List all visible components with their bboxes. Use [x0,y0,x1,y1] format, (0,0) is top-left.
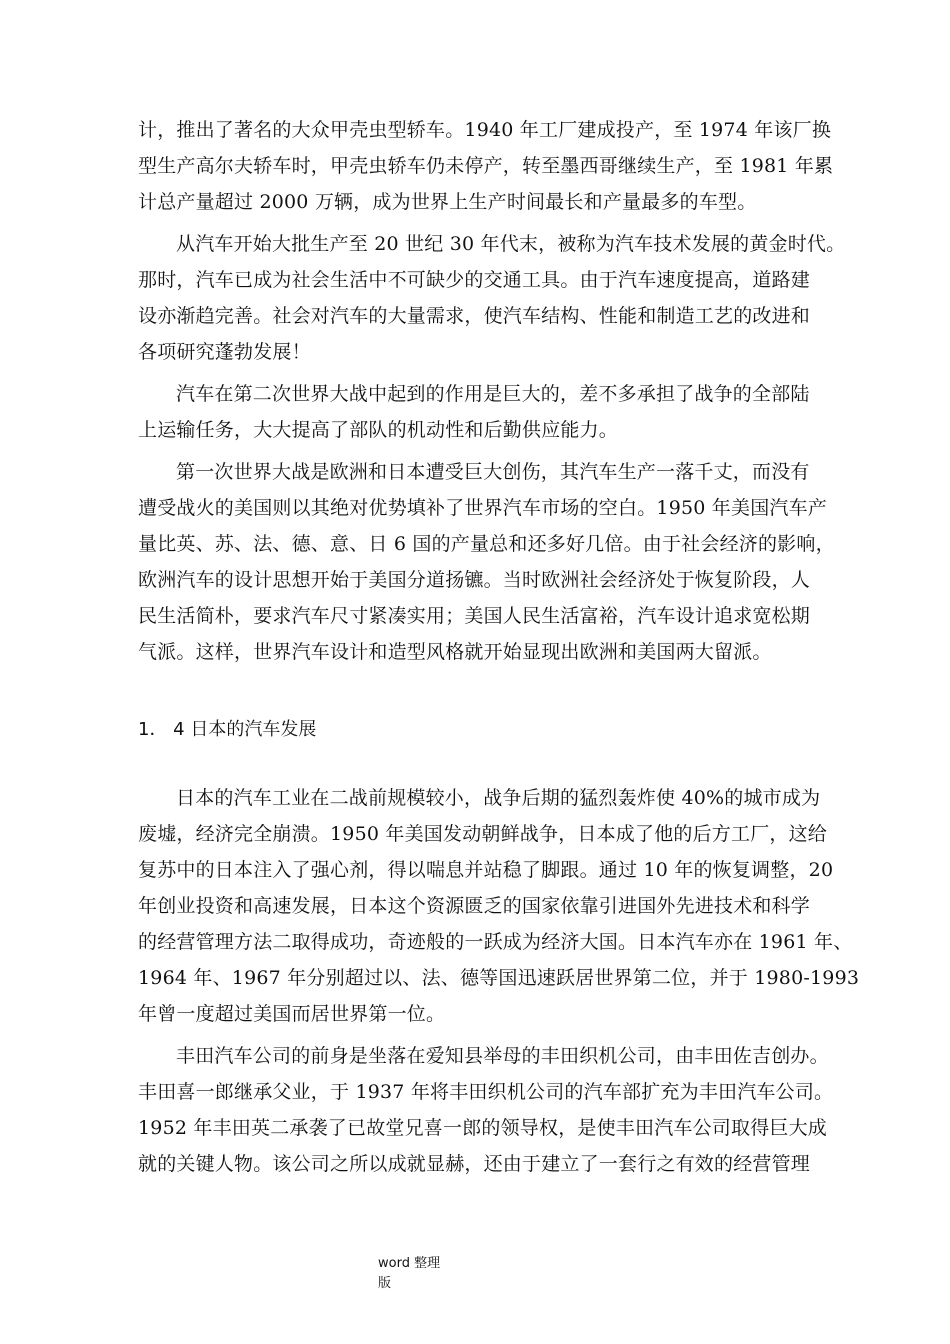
paragraph-line: 就的关键人物。该公司之所以成就显赫，还由于建立了一套行之有效的经营管理 [138,1153,811,1175]
paragraph-line: 型生产高尔夫轿车时，甲壳虫轿车仍未停产，转至墨西哥继续生产，至 1981 年累 [138,155,834,177]
footer-text: word 整理 [378,1256,441,1271]
paragraph-line: 废墟，经济完全崩溃。1950 年美国发动朝鲜战争，日本成了他的后方工厂，这给 [138,823,827,845]
paragraph-line: 第一次世界大战是欧洲和日本遭受巨大创伤，其汽车生产一落千丈，而没有 [176,461,810,483]
paragraph-line: 年曾一度超过美国而居世界第一位。 [138,1003,446,1025]
paragraph-line: 欧洲汽车的设计思想开始于美国分道扬镳。当时欧洲社会经济处于恢复阶段，人 [138,569,811,591]
paragraph-line: 丰田喜一郎继承父业，于 1937 年将丰田织机公司的汽车部扩充为丰田汽车公司。 [138,1081,834,1103]
paragraph-line: 的经营管理方法二取得成功，奇迹般的一跃成为经济大国。日本汽车亦在 1961 年、 [138,931,853,953]
footer-text: 版 [378,1276,392,1291]
paragraph-line: 各项研究蓬勃发展！ [138,341,311,363]
paragraph-line: 1964 年、1967 年分别超过以、法、德等国迅速跃居世界第二位，并于 1980-1993 [138,967,860,989]
paragraph-line: 复苏中的日本注入了强心剂，得以喘息并站稳了脚跟。通过 10 年的恢复调整，20 [138,859,834,881]
paragraph-line: 1952 年丰田英二承袭了已故堂兄喜一郎的领导权，是使丰田汽车公司取得巨大成 [138,1117,827,1139]
paragraph-line: 日本的汽车工业在二战前规模较小，战争后期的猛烈轰炸使 40%的城市成为 [176,787,821,809]
paragraph-line: 丰田汽车公司的前身是坐落在爱知县举母的丰田织机公司，由丰田佐吉创办。 [176,1045,829,1067]
paragraph-line: 气派。这样，世界汽车设计和造型风格就开始显现出欧洲和美国两大留派。 [138,641,772,663]
paragraph-line: 量比英、苏、法、德、意、日 6 国的产量总和还多好几倍。由于社会经济的影响， [138,533,835,555]
paragraph-line: 遭受战火的美国则以其绝对优势填补了世界汽车市场的空白。1950 年美国汽车产 [138,497,827,519]
paragraph-line: 汽车在第二次世界大战中起到的作用是巨大的，差不多承担了战争的全部陆 [176,383,810,405]
paragraph-line: 计，推出了著名的大众甲壳虫型轿车。1940 年工厂建成投产，至 1974 年该厂换 [138,119,832,141]
section-heading: 1． 4 日本的汽车发展 [138,719,317,740]
paragraph-line: 那时，汽车已成为社会生活中不可缺少的交通工具。由于汽车速度提高，道路建 [138,269,811,291]
paragraph-line: 从汽车开始大批生产至 20 世纪 30 年代末，被称为汽车技术发展的黄金时代。 [176,233,846,255]
paragraph-line: 年创业投资和高速发展，日本这个资源匮乏的国家依靠引进国外先进技术和科学 [138,895,811,917]
paragraph-line: 民生活简朴，要求汽车尺寸紧凑实用；美国人民生活富裕，汽车设计追求宽松期 [138,605,811,627]
paragraph-line: 上运输任务，大大提高了部队的机动性和后勤供应能力。 [138,419,619,441]
paragraph-line: 计总产量超过 2000 万辆，成为世界上生产时间最长和产量最多的车型。 [138,191,757,213]
paragraph-line: 设亦渐趋完善。社会对汽车的大量需求，使汽车结构、性能和制造工艺的改进和 [138,305,811,327]
